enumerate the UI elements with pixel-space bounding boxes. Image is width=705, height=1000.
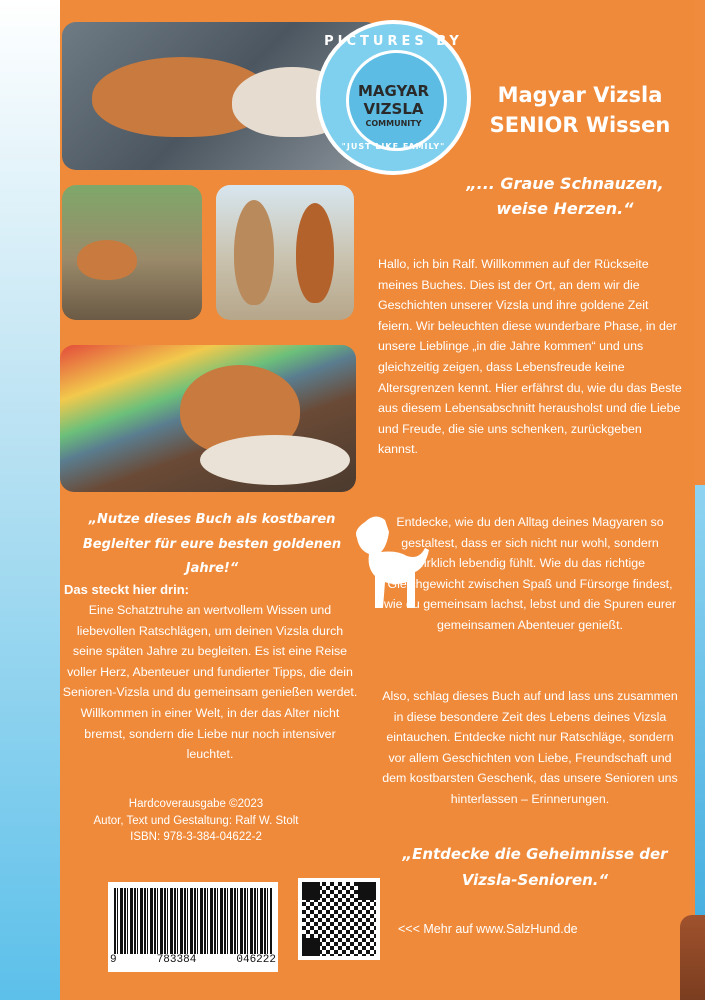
quote-bottom-line-2: Vizsla-Senioren.“ — [461, 870, 609, 889]
barcode-digit-1: 9 — [110, 954, 117, 966]
imprint-isbn: ISBN: 978-3-384-04622-2 — [130, 831, 262, 844]
badge-line-4: "JUST LIKE FAMILY" — [341, 142, 446, 151]
isbn-barcode — [108, 882, 278, 972]
quote-bottom — [395, 842, 675, 893]
contents-text: Eine Schatztruhe an wertvollem Wissen und liebevollen Ratschlägen, um deinen Vizsla durch seine späten Jahre zu begleiten. Es ist eine Reise voller Herz, Abenteuer und fundierter Tipps, die dein Senioren-Vizsla und du gemeinsam genießen werdet. Willkommen in einer Welt, in der das Alter nicht bremst, sondern die Liebe nur noch intensiver leuchtet. — [62, 603, 358, 762]
barcode-numbers — [110, 954, 276, 966]
imprint-author: Autor, Text und Gestaltung: Ralf W. Stolt — [93, 814, 299, 827]
quote-top-line-2: weise Herzen.“ — [496, 198, 634, 218]
title-line-1: Magyar Vizsla — [497, 83, 663, 107]
qr-code[interactable] — [298, 878, 380, 960]
intro-paragraph: Hallo, ich bin Ralf. Willkommen auf der Rückseite meines Buches. Dies ist der Ort, an dem wir die Geschichten unserer Vizsla und ihre goldene Zeit feiern. Wir beleuchten diese wunderbare Phase, in der unsere Lieblinge „in die Jahre kommen“ und uns gleichzeitig zeigen, dass Lebensfreude keine Altersgrenzen kennt. Hier erfährst du, wie du das Beste aus diesem Lebensabschnitt herausholst und die Liebe und Freude, die sie uns schenken, zurückgeben kannst. — [378, 257, 682, 457]
quote-middle — [62, 508, 362, 582]
badge-ring-text: PICTURES BY — [324, 34, 463, 49]
book-title — [480, 80, 680, 141]
barcode-group-1: 783384 — [156, 954, 197, 966]
website-link[interactable]: <<< Mehr auf www.SalzHund.de — [398, 922, 578, 936]
badge-line-3: COMMUNITY — [365, 119, 422, 128]
barcode-group-2: 046222 — [236, 954, 276, 966]
badge-line-2: VIZSLA — [363, 100, 424, 118]
paragraph-everyday: Entdecke, wie du den Alltag deines Magyaren so gestaltest, dass er sich nicht nur wohl, sondern wirklich lebendig fühlt. Wie du das richtige Gleichgewicht zwischen Spaß und Fürsorge findest, wie du gemeinsam lachst, lebst und die Spuren eurer gemeinsamen Abenteuer genießt. — [383, 515, 677, 632]
barcode-bars — [114, 888, 272, 954]
pictures-by-badge — [316, 20, 471, 175]
photo-dog-on-cushion — [60, 345, 356, 492]
quote-top-line-1: „... Graue Schnauzen, — [466, 174, 664, 193]
badge-line-1: MAGYAR — [357, 82, 430, 100]
left-edge-strip — [0, 0, 60, 1000]
photo-two-dogs-on-beach — [216, 185, 354, 320]
quote-bottom-line-1: „Entdecke die Geheimnisse der — [402, 845, 668, 863]
dog-edge-photo — [680, 915, 705, 1000]
imprint — [76, 796, 316, 846]
quote-top — [460, 172, 670, 222]
title-line-2: SENIOR Wissen — [489, 113, 671, 138]
imprint-edition: Hardcoverausgabe ©2023 — [128, 798, 264, 810]
quote-middle-line-2: Begleiter für eure besten goldenen Jahre!“ — [82, 536, 342, 577]
contents-heading: Das steckt hier drin: — [64, 582, 189, 597]
paragraph-open-book: Also, schlag dieses Buch auf und lass uns zusammen in diese besondere Zeit des Lebens deines Vizsla eintauchen. Entdecke nicht nur Ratschläge, sondern vor allem Geschichten von Liebe, Freundschaft und dem kostbarsten Geschenk, das unsere Senioren uns hinterlassen – Erinnerungen. — [382, 689, 678, 806]
qr-code-pattern — [302, 882, 376, 956]
quote-middle-line-1: „Nutze dieses Buch als kostbaren — [88, 512, 336, 527]
photo-dog-drinking-at-fountain — [62, 185, 202, 320]
